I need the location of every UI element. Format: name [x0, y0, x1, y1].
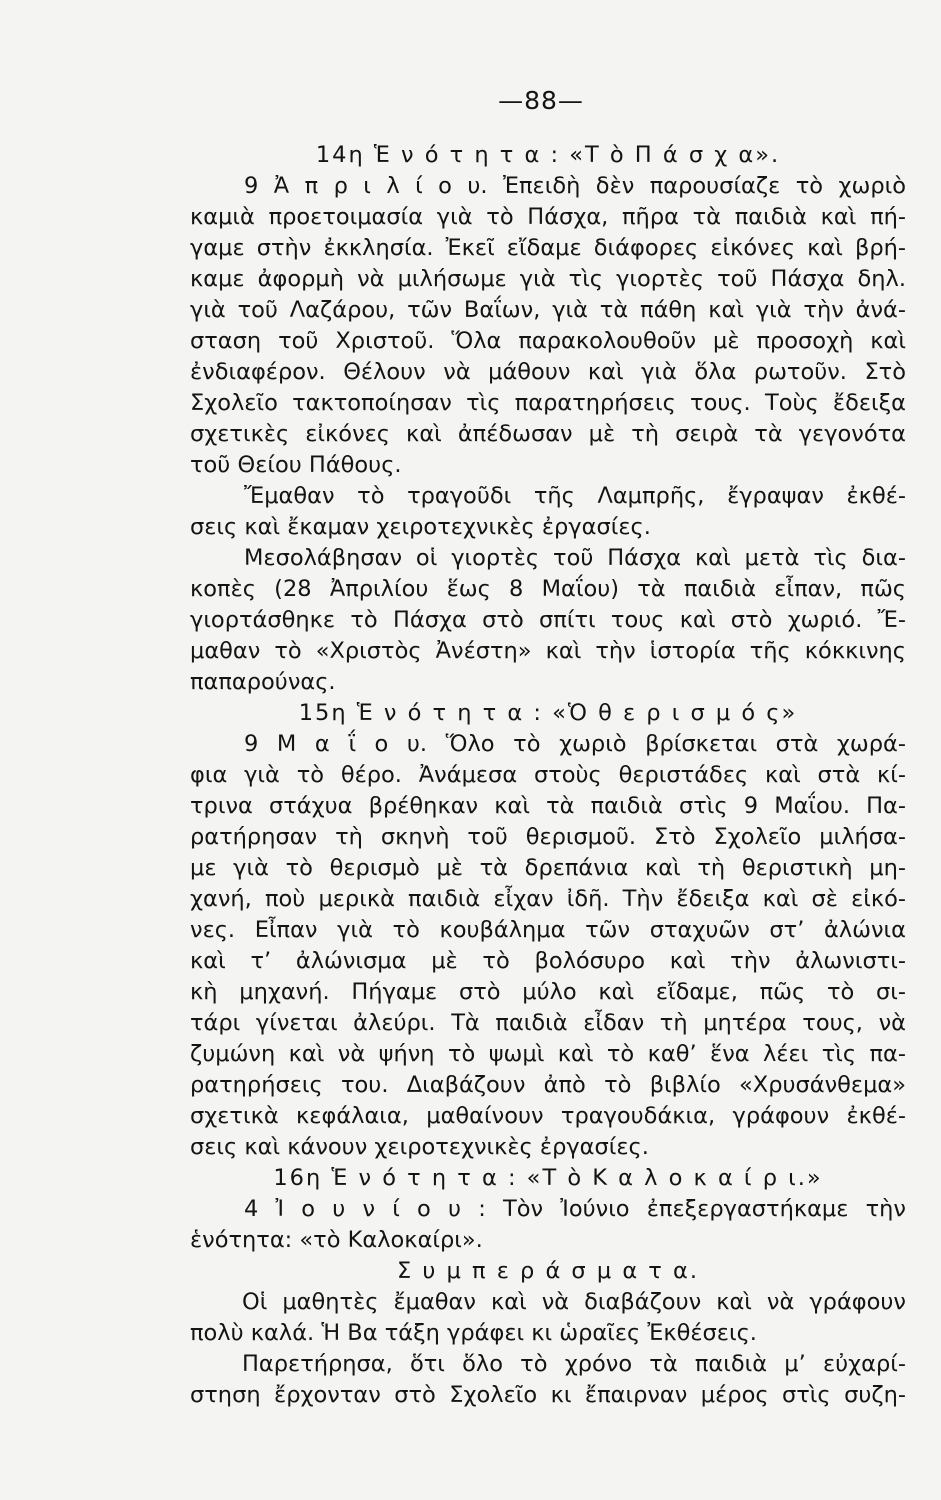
section-heading-15: 15η Ἑ ν ό τ η τ α : «Ὁ θ ε ρ ι σ μ ό ς» — [298, 700, 798, 726]
text-line: ρατηρήσεις του. Διαβάζουν ἀπὸ τὸ βιβλίο «Χρυσάνθεμα» — [190, 1072, 906, 1098]
text-line: γιὰ τοῦ Λαζάρου, τῶν Βαΐων, γιὰ τὰ πάθη καὶ γιὰ τὴν ἀνά- — [190, 297, 906, 323]
text-line: Σχολεῖο τακτοποίησαν τὶς παρατηρήσεις τους. Τοὺς ἔδειξα — [190, 390, 906, 416]
conclusions-heading: Σ υ μ π ε ρ ά σ μ α τ α. — [397, 1258, 699, 1284]
text-line: 9 Μ α ΐ ο υ. Ὅλο τὸ χωριὸ βρίσκεται στὰ χωρά- — [244, 731, 906, 757]
text-line: σεις καὶ ἔκαμαν χειροτεχνικὲς ἐργασίες. — [190, 514, 651, 540]
text-line: Ἔμαθαν τὸ τραγοῦδι τῆς Λαμπρῆς, ἔγραψαν ἐκθέ- — [244, 483, 906, 509]
text-line: τάρι γίνεται ἀλεύρι. Τὰ παιδιὰ εἶδαν τὴ μητέρα τους, νὰ — [190, 1010, 906, 1036]
section-heading-16: 16η Ἑ ν ό τ η τ α : «Τ ὸ Κ α λ ο κ α ί ρ ι.» — [273, 1165, 823, 1191]
text-line: στηση ἔρχονταν στὸ Σχολεῖο κι ἔπαιρναν μέρος στὶς συζη- — [190, 1382, 906, 1408]
text-line: ἑνότητα: «τὸ Καλοκαίρι». — [190, 1227, 483, 1253]
page-number: —88— — [498, 86, 584, 115]
text-line: καμιὰ προετοιμασία γιὰ τὸ Πάσχα, πῆρα τὰ παιδιὰ καὶ πή- — [190, 204, 906, 230]
text-line: τοῦ Θείου Πάθους. — [190, 452, 402, 478]
text-line: καμε ἀφορμὴ νὰ μιλήσωμε γιὰ τὶς γιορτὲς τοῦ Πάσχα δηλ. — [190, 266, 906, 292]
text-line: νες. Εἶπαν γιὰ τὸ κουβάλημα τῶν σταχυῶν στ’ ἀλώνια — [190, 917, 906, 943]
text-line: 4 Ἰ ο υ ν ί ο υ : Τὸν Ἰούνιο ἐπεξεργαστήκαμε τὴν — [244, 1196, 906, 1222]
text-line: γιορτάσθηκε τὸ Πάσχα στὸ σπίτι τους καὶ στὸ χωριό. Ἔ- — [190, 607, 906, 633]
text-line: ρατήρησαν τὴ σκηνὴ τοῦ θερισμοῦ. Στὸ Σχολεῖο μιλήσα- — [190, 824, 906, 850]
text-line: παπαρούνας. — [190, 669, 336, 695]
text-line: Παρετήρησα, ὅτι ὅλο τὸ χρόνο τὰ παιδιὰ μ’ εὐχαρί- — [242, 1351, 906, 1377]
text-line: κοπὲς (28 Ἀπριλίου ἕως 8 Μαΐου) τὰ παιδιὰ εἶπαν, πῶς — [190, 576, 906, 602]
text-line: ζυμώνη καὶ νὰ ψήνη τὸ ψωμὶ καὶ τὸ καθ’ ἕνα λέει τὶς πα- — [190, 1041, 906, 1067]
text-line: μαθαν τὸ «Χριστὸς Ἀνέστη» καὶ τὴν ἱστορία τῆς κόκκινης — [190, 638, 906, 664]
section-heading-14: 14η Ἑ ν ό τ η τ α : «Τ ὸ Π ά σ χ α». — [315, 142, 781, 168]
text-line: 9 Ἀ π ρ ι λ ί ο υ. Ἐπειδὴ δὲν παρουσίαζε τὸ χωριὸ — [244, 173, 906, 199]
text-line: Οἱ μαθητὲς ἔμαθαν καὶ νὰ διαβάζουν καὶ νὰ γράφουν — [242, 1289, 906, 1315]
text-line: φια γιὰ τὸ θέρο. Ἀνάμεσα στοὺς θεριστάδες καὶ στὰ κί- — [190, 762, 906, 788]
text-line: γαμε στὴν ἐκκλησία. Ἐκεῖ εἴδαμε διάφορες εἰκόνες καὶ βρή- — [190, 235, 906, 261]
text-line: χανή, ποὺ μερικὰ παιδιὰ εἶχαν ἰδῆ. Τὴν ἔδειξα καὶ σὲ εἰκό- — [190, 886, 906, 912]
text-line: σταση τοῦ Χριστοῦ. Ὅλα παρακολουθοῦν μὲ προσοχὴ καὶ — [190, 328, 906, 354]
text-line: σχετικὲς εἰκόνες καὶ ἀπέδωσαν μὲ τὴ σειρὰ τὰ γεγονότα — [190, 421, 906, 447]
text-line: τρινα στάχυα βρέθηκαν καὶ τὰ παιδιὰ στὶς 9 Μαΐου. Πα- — [190, 793, 906, 819]
text-line: με γιὰ τὸ θερισμὸ μὲ τὰ δρεπάνια καὶ τὴ θεριστικὴ μη- — [190, 855, 906, 881]
text-line: πολὺ καλά. Ἡ Βα τάξη γράφει κι ὡραῖες Ἐκθέσεις. — [190, 1320, 757, 1346]
text-line: σεις καὶ κάνουν χειροτεχνικὲς ἐργασίες. — [190, 1134, 649, 1160]
page-body — [190, 140, 906, 1411]
text-line: καὶ τ’ ἀλώνισμα μὲ τὸ βολόσυρο καὶ τὴν ἀλωνιστι- — [190, 948, 906, 974]
text-line: ἐνδιαφέρον. Θέλουν νὰ μάθουν καὶ γιὰ ὅλα ρωτοῦν. Στὸ — [190, 359, 906, 385]
text-line: κὴ μηχανή. Πήγαμε στὸ μύλο καὶ εἴδαμε, πῶς τὸ σι- — [190, 979, 906, 1005]
text-line: σχετικὰ κεφάλαια, μαθαίνουν τραγουδάκια, γράφουν ἐκθέ- — [190, 1103, 906, 1129]
text-line: Μεσολάβησαν οἱ γιορτὲς τοῦ Πάσχα καὶ μετὰ τὶς δια- — [244, 545, 906, 571]
